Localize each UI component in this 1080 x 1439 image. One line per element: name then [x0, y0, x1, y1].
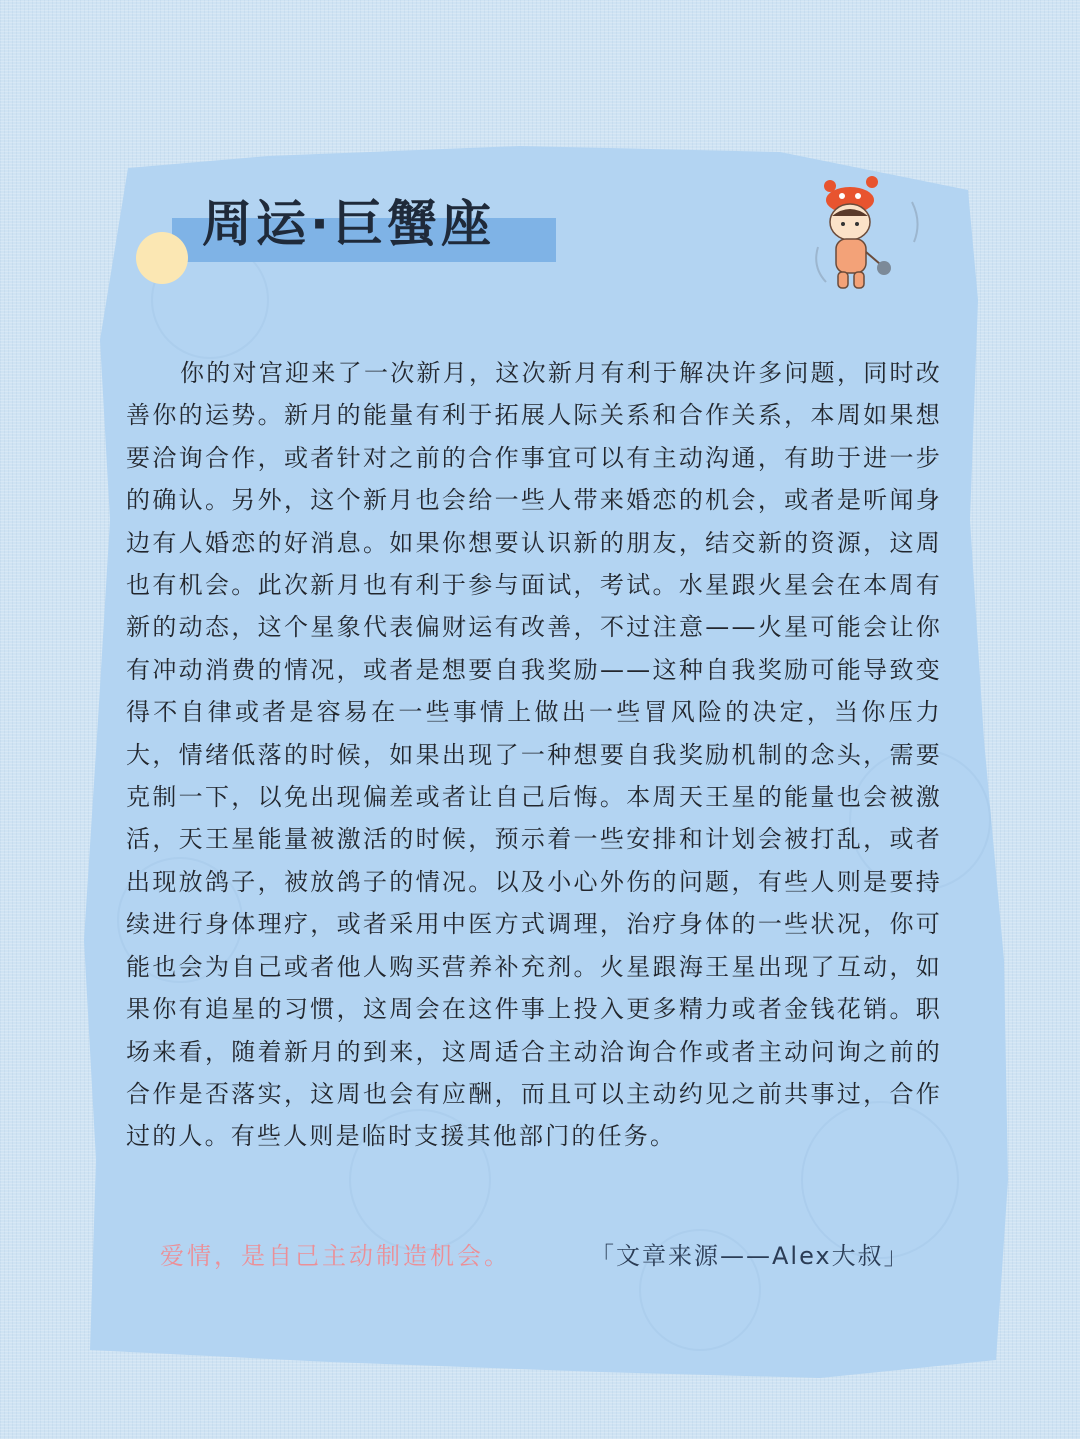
- article-body: 你的对宫迎来了一次新月，这次新月有利于解决许多问题，同时改善你的运势。新月的能量有利于拓展人际关系和合作关系，本周如果想要洽询合作，或者针对之前的合作事宜可以有主动沟通，有助于进一步的确认。另外，这个新月也会给一些人带来婚恋的机会，或者是听闻身边有人婚恋的好消息。如果你想要认识新的朋友，结交新的资源，这周也有机会。此次新月也有利于参与面试，考试。水星跟火星会在本周有新的动态，这个星象代表偏财运有改善，不过注意——火星可能会让你有冲动消费的情况，或者是想要自我奖励——这种自我奖励可能导致变得不自律或者是容易在一些事情上做出一些冒风险的决定，当你压力大，情绪低落的时候，如果出现了一种想要自我奖励机制的念头，需要克制一下，以免出现偏差或者让自己后悔。本周天王星的能量也会被激活，天王星能量被激活的时候，预示着一些安排和计划会被打乱，或者出现放鸽子，被放鸽子的情况。以及小心外伤的问题，有些人则是要持续进行身体理疗，或者采用中医方式调理，治疗身体的一些状况，你可能也会为自己或者他人购买营养补充剂。火星跟海王星出现了互动，如果你有追星的习惯，这周会在这件事上投入更多精力或者金钱花销。职场来看，随着新月的到来，这周适合主动洽询合作或者主动问询之前的合作是否落实，这周也会有应酬，而且可以主动约见之前共事过，合作过的人。有些人则是临时支援其他部门的任务。: [126, 359, 942, 1151]
- article-source: 「文章来源——Alex大叔」: [590, 1242, 910, 1270]
- title-dot-decoration: [136, 232, 188, 284]
- love-quote: 爱情，是自己主动制造机会。: [160, 1242, 511, 1270]
- crab-costume-child-icon: [812, 172, 922, 297]
- page-title: 周运·巨蟹座: [202, 195, 495, 253]
